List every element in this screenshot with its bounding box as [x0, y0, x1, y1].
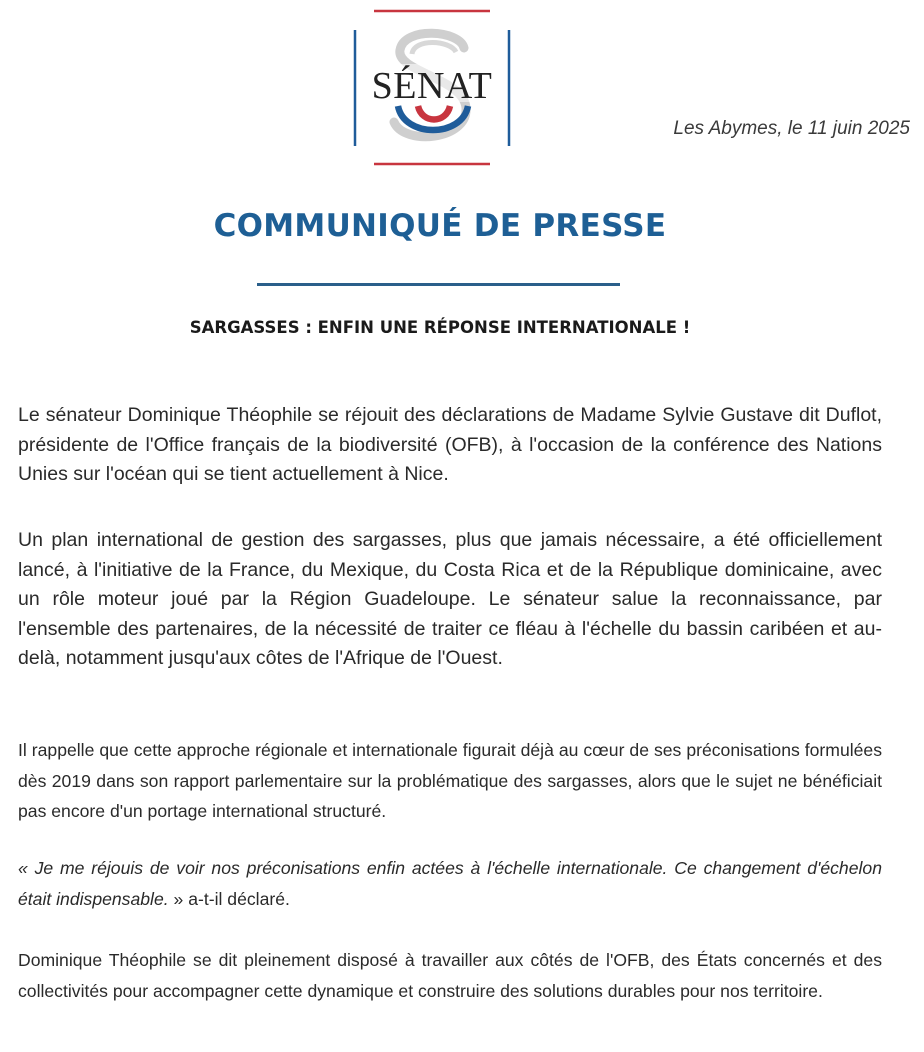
document-title: COMMUNIQUÉ DE PRESSE [213, 208, 667, 244]
logo-wordmark: SÉNAT [371, 65, 493, 107]
place-date: Les Abymes, le 11 juin 2025 [673, 118, 910, 139]
senat-logo-icon [352, 8, 512, 168]
quote-text: « Je me réjouis de voir nos préconisations enfin actées à l'échelle internationale. Ce changement d'échelon était indispensable. [18, 858, 882, 909]
paragraph-2: Un plan international de gestion des sargasses, plus que jamais nécessaire, a été officiellement lancé, à l'initiative de la France, du Mexique, du Costa Rica et de la République dominicaine, avec un rôle moteur joué par la Région Guadeloupe. Le sénateur salue la reconnaissance, par l'ensemble des partenaires, de la nécessité de traiter ce fléau à l'échelle du bassin caribéen et au-delà, notamment jusqu'aux côtes de l'Afrique de l'Ouest. [18, 529, 882, 669]
paragraph-1: Le sénateur Dominique Théophile se réjouit des déclarations de Madame Sylvie Gustave dit Duflot, présidente de l'Office français de la biodiversité (OFB), à l'occasion de la conférence des Nations Unies sur l'océan qui se tient actuellement à Nice. [18, 404, 882, 485]
document-subtitle: SARGASSES : ENFIN UNE RÉPONSE INTERNATIONALE ! [189, 318, 691, 337]
senat-logo [352, 8, 512, 168]
closing-paragraph: Dominique Théophile se dit pleinement disposé à travailler aux côtés de l'OFB, des États concernés et des collectivités pour accompagner cette dynamique et construire des solutions durables pour nos territoire. [18, 950, 882, 1001]
title-divider [257, 283, 620, 286]
quote-paragraph [18, 853, 882, 914]
quote-attribution: » a-t-il déclaré. [168, 888, 290, 909]
paragraph-3: Il rappelle que cette approche régionale et internationale figurait déjà au cœur de ses préconisations formulées dès 2019 dans son rapport parlementaire sur la problématique des sargasses, alors que le sujet ne bénéficiait pas encore d'un portage international structuré. [18, 740, 882, 821]
